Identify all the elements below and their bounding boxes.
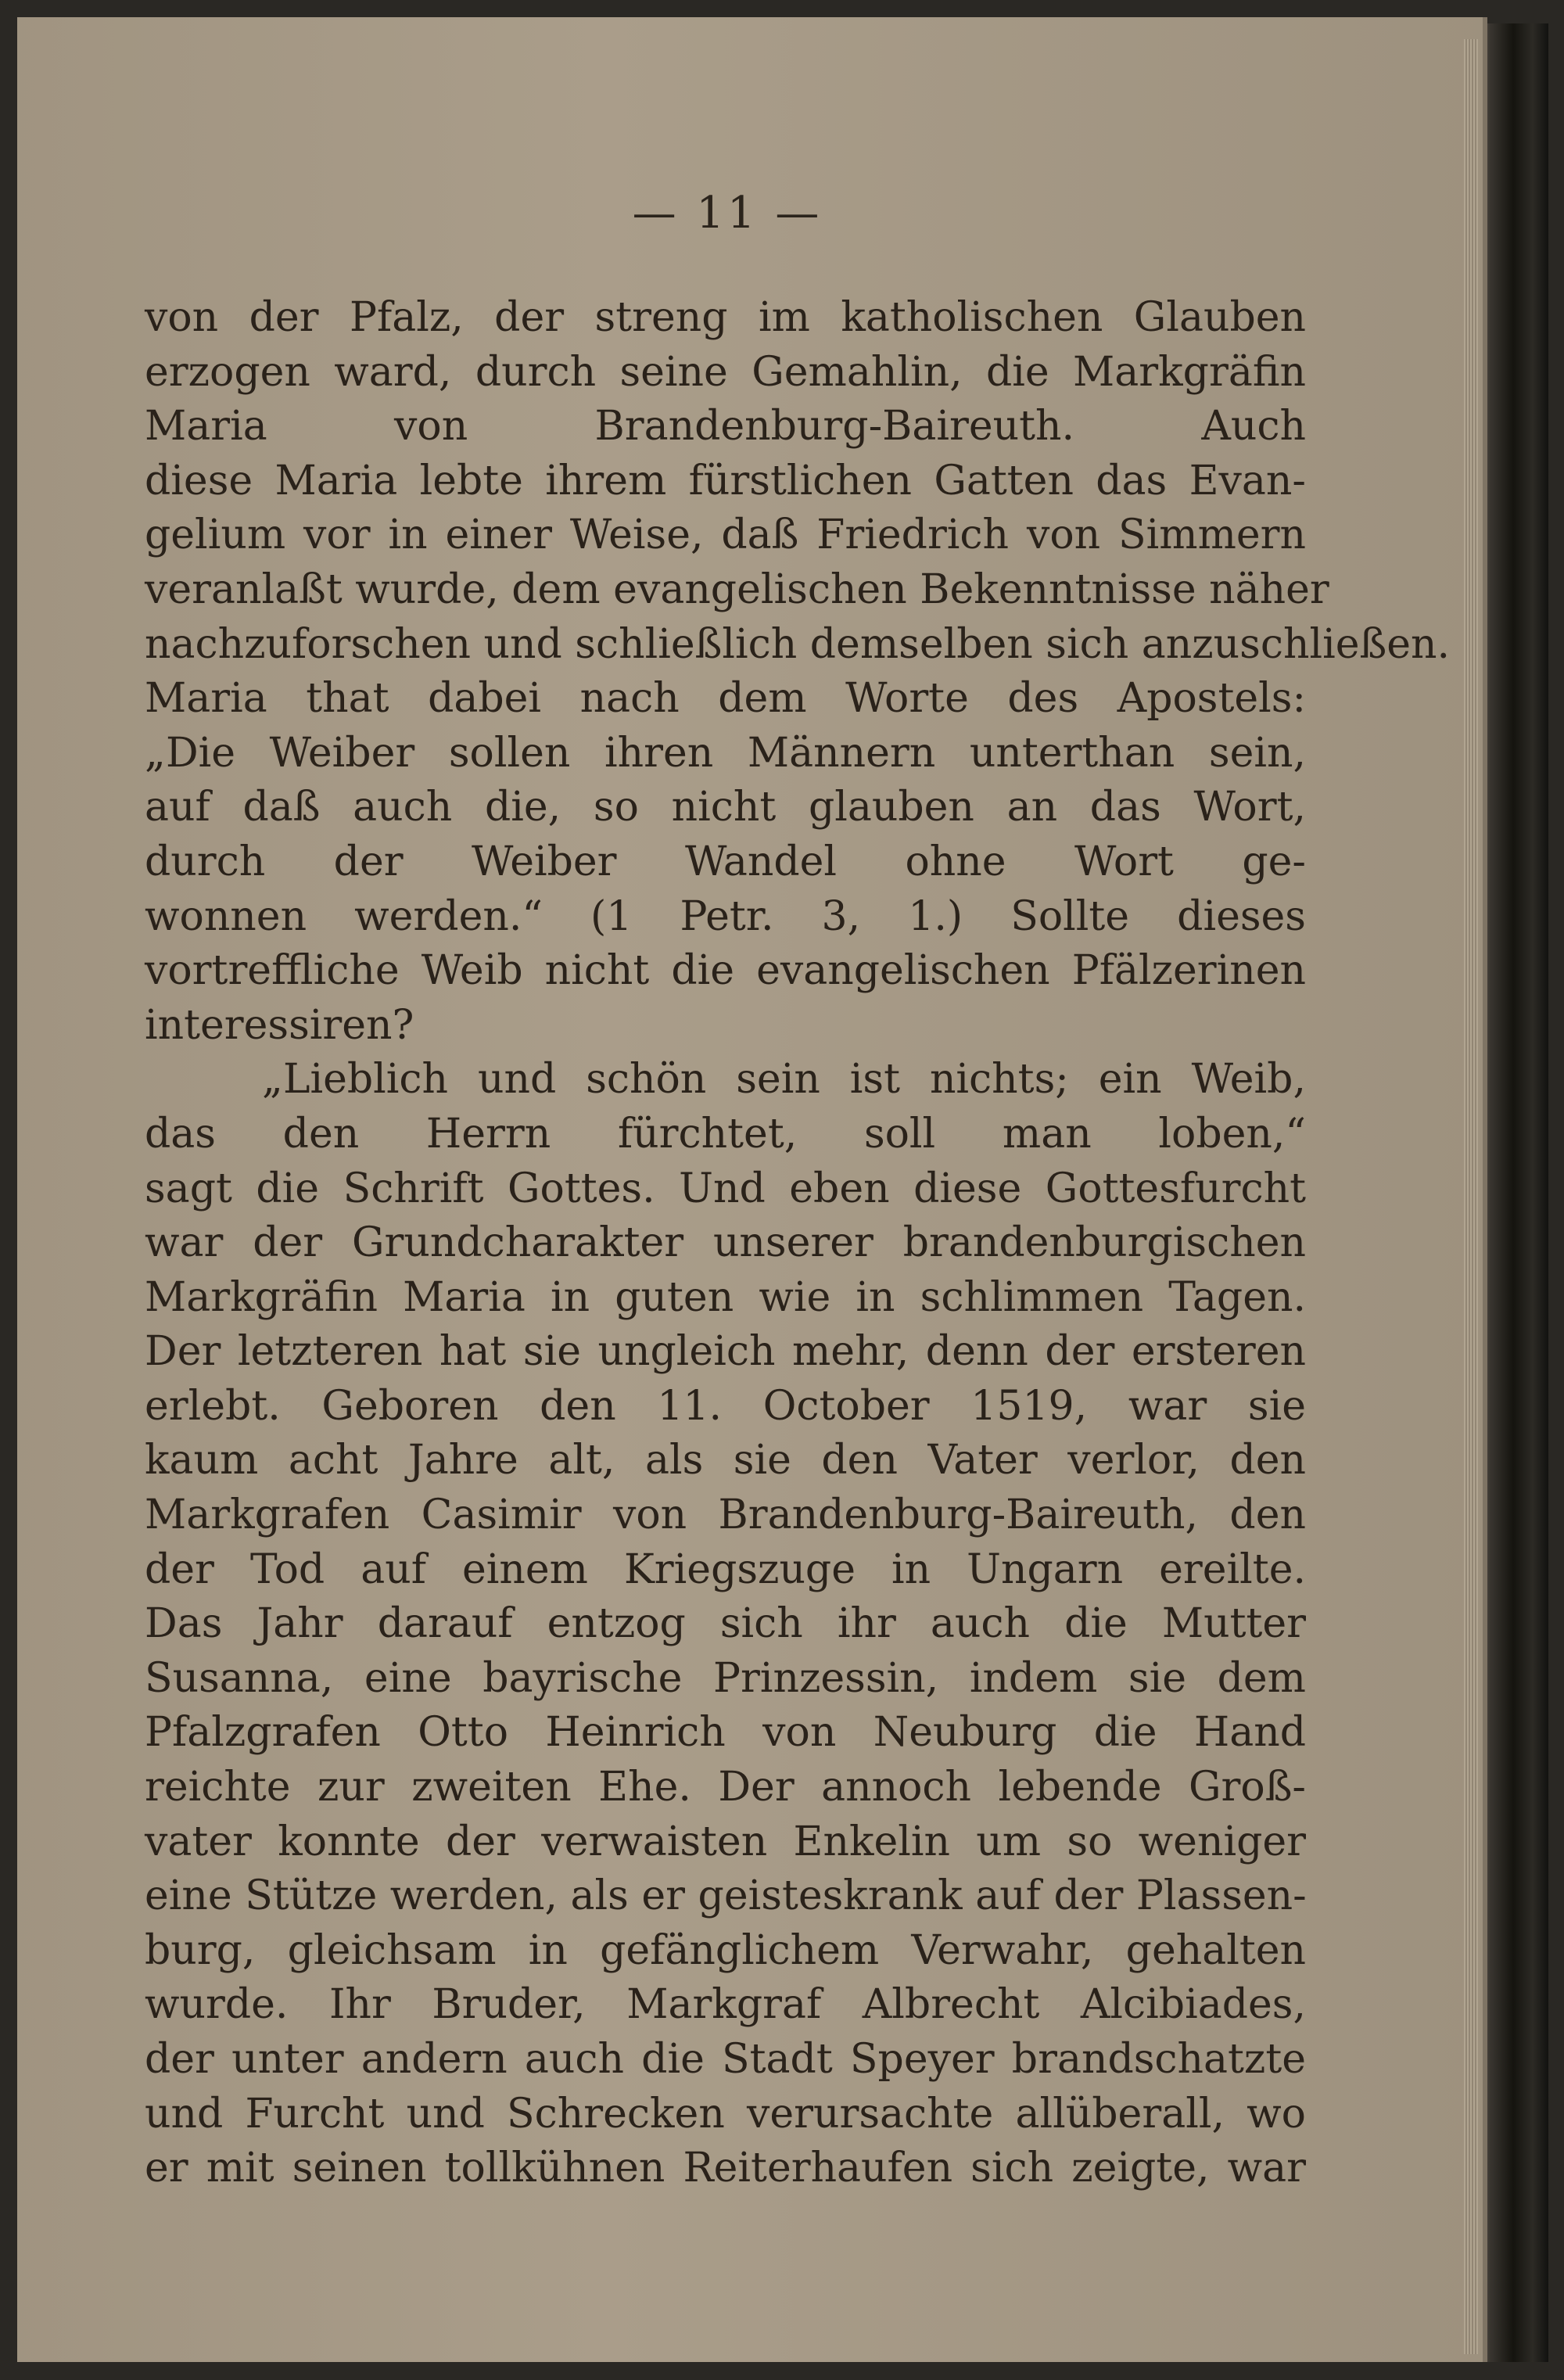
text-line: erlebt. Geboren den 11. October 1519, war sie	[145, 1382, 1306, 1430]
text-line: veranlaßt wurde, dem evangelischen Bekenntnisse näher	[145, 565, 1329, 613]
text-line: diese Maria lebte ihrem fürstlichen Gatten das Evan-	[145, 457, 1306, 504]
text-line: der unter andern auch die Stadt Speyer brandschatzte	[145, 2036, 1306, 2083]
text-line: interessiren?	[145, 1001, 414, 1049]
text-line: nachzuforschen und schließlich demselben sich anzuschließen.	[145, 620, 1451, 668]
text-line: vortreffliche Weib nicht die evangelischen Pfälzerinen	[145, 947, 1306, 995]
text-line: „Lieblich und schön sein ist nichts; ein Weib,	[262, 1056, 1306, 1104]
text-line: Maria von Brandenburg-Baireuth. Auch	[145, 403, 1306, 451]
text-line: Pfalzgrafen Otto Heinrich von Neuburg die Hand	[145, 1709, 1306, 1757]
text-line: auf daß auch die, so nicht glauben an das Wort,	[145, 784, 1306, 831]
text-line: sagt die Schrift Gottes. Und eben diese Gottesfurcht	[145, 1165, 1306, 1212]
text-line: er mit seinen tollkühnen Reiterhaufen sich zeigte, war	[145, 2145, 1306, 2192]
text-line: Maria that dabei nach dem Worte des Apostels:	[145, 675, 1306, 723]
text-line: der Tod auf einem Kriegszuge in Ungarn ereilte.	[145, 1545, 1306, 1593]
text-line: „Die Weiber sollen ihren Männern unterthan sein,	[145, 729, 1306, 777]
text-line: durch der Weiber Wandel ohne Wort ge-	[145, 838, 1306, 885]
text-line: kaum acht Jahre alt, als sie den Vater verlor, den	[145, 1437, 1306, 1484]
text-line: reichte zur zweiten Ehe. Der annoch lebende Groß-	[145, 1764, 1306, 1811]
text-line: wonnen werden.“ (1 Petr. 3, 1.) Sollte dieses	[145, 892, 1306, 940]
page-edges	[1464, 39, 1478, 2354]
text-line: das den Herrn fürchtet, soll man loben,“	[145, 1110, 1306, 1158]
text-line: Markgräfin Maria in guten wie in schlimmen Tagen.	[145, 1273, 1306, 1321]
body-text	[145, 291, 1451, 2196]
text-line: burg, gleichsam in gefänglichem Verwahr, gehalten	[145, 1926, 1306, 1974]
text-line: erzogen ward, durch seine Gemahlin, die Markgräfin	[145, 348, 1306, 396]
text-line: von der Pfalz, der streng im katholischen Glauben	[145, 294, 1306, 341]
text-line: Der letzteren hat sie ungleich mehr, denn der ersteren	[145, 1328, 1306, 1376]
text-line: eine Stütze werden, als er geisteskrank auf der Plassen-	[145, 1872, 1307, 1920]
text-line: Markgrafen Casimir von Brandenburg-Baireuth, den	[145, 1492, 1306, 1539]
text-line: Susanna, eine bayrische Prinzessin, indem sie dem	[145, 1654, 1306, 1702]
page-number: — 11 —	[632, 188, 823, 239]
text-line: Das Jahr darauf entzog sich ihr auch die Mutter	[145, 1600, 1306, 1648]
text-line: vater konnte der verwaisten Enkelin um so weniger	[145, 1818, 1306, 1865]
text-line: gelium vor in einer Weise, daß Friedrich von Simmern	[145, 512, 1306, 559]
text-line: wurde. Ihr Bruder, Markgraf Albrecht Alcibiades,	[145, 1981, 1306, 2029]
text-line: war der Grundcharakter unserer brandenburgischen	[145, 1219, 1306, 1267]
text-line: und Furcht und Schrecken verursachte allüberall, wo	[145, 2090, 1306, 2138]
